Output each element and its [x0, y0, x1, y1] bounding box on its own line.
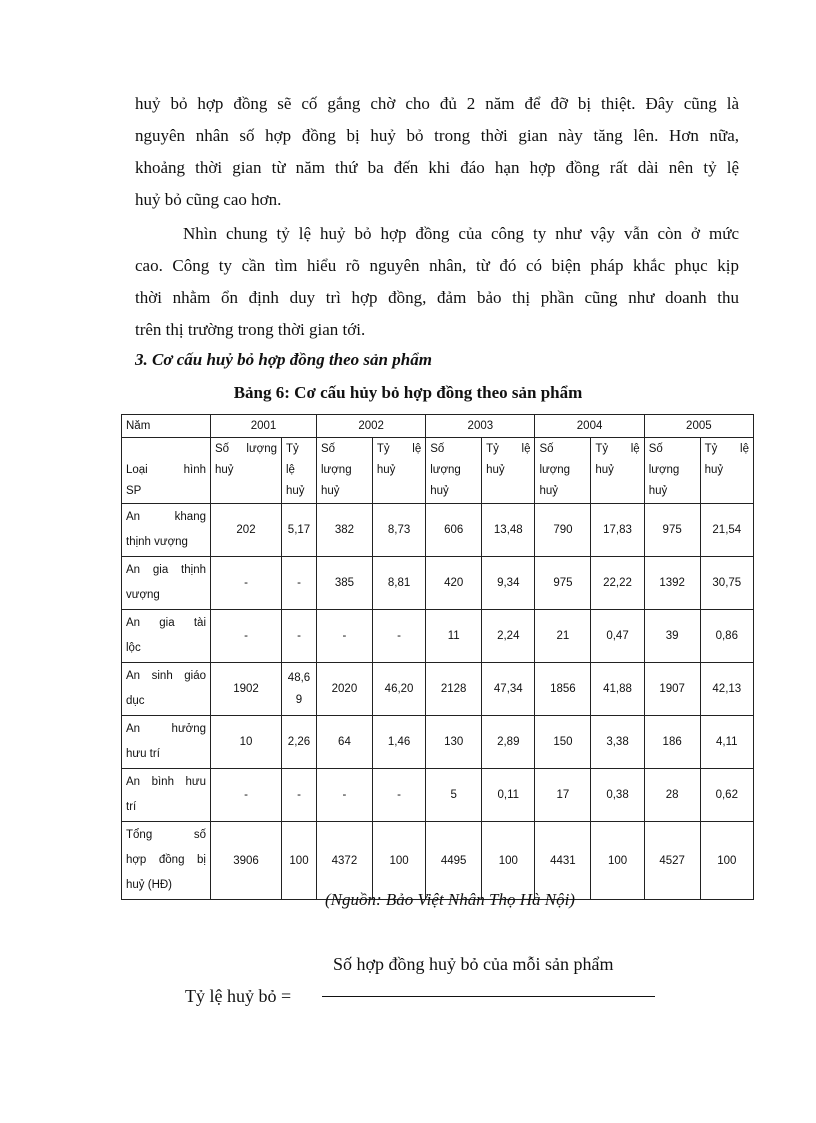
year-header: 2001	[211, 415, 317, 438]
rate-header-line: huỷ	[595, 464, 614, 476]
product-name-line: Tổng số	[126, 829, 206, 841]
count-cell: 385	[317, 557, 373, 610]
count-cell: -	[317, 610, 373, 663]
count-cell: 10	[211, 716, 282, 769]
product-name-line: huỷ (HĐ)	[126, 879, 173, 891]
product-name-line: An khang	[126, 511, 206, 523]
product-name-line: An gia tài	[126, 617, 206, 629]
rate-cell: 3,38	[591, 716, 644, 769]
rate-cell: 0,62	[700, 769, 753, 822]
rate-cell: 100	[700, 822, 753, 900]
rate-header-line: huỷ	[286, 485, 305, 497]
count-cell: 202	[211, 504, 282, 557]
paragraph-line: khoảng thời gian từ năm thứ ba đến khi đáo hạn hợp đồng rất dài nên tỷ lệ	[135, 158, 739, 177]
rate-cell: 100	[482, 822, 535, 900]
rate-cell: 46,20	[372, 663, 425, 716]
paragraph-line: huỷ bỏ cũng cao hơn.	[135, 190, 282, 209]
count-cell: -	[211, 769, 282, 822]
paragraph-2	[135, 218, 739, 346]
product-name-line: An hưởng	[126, 723, 206, 735]
year-header-row	[122, 415, 754, 438]
table-row	[122, 716, 754, 769]
rate-cell: 41,88	[591, 663, 644, 716]
product-name-line: hợp đồng bị	[126, 854, 206, 866]
section-heading: 3. Cơ cấu huỷ bỏ hợp đồng theo sản phẩm	[135, 350, 432, 369]
table-row	[122, 663, 754, 716]
rate-cell: 47,34	[482, 663, 535, 716]
count-cell: 2020	[317, 663, 373, 716]
formula-label: Tỷ lệ huỷ bỏ =	[185, 986, 292, 1006]
rate-cell: 8,81	[372, 557, 425, 610]
sub-header-row	[122, 438, 754, 504]
rate-cell: 8,73	[372, 504, 425, 557]
rate-cell: -	[282, 610, 317, 663]
count-cell: -	[211, 610, 282, 663]
rate-header-line: lệ	[286, 464, 295, 476]
count-header-line: Số	[648, 443, 663, 455]
count-cell: 4431	[535, 822, 591, 900]
product-name-cell	[122, 663, 211, 716]
product-name-line: hưu trí	[126, 748, 160, 760]
paragraph-line: huỷ bỏ hợp đồng sẽ cố gắng chờ cho đủ 2 năm để đỡ bị thiệt. Đây cũng là	[135, 94, 739, 113]
rate-cell: 17,83	[591, 504, 644, 557]
product-name-cell	[122, 557, 211, 610]
product-name-line: An sinh giáo	[126, 670, 206, 682]
paragraph-line: Nhìn chung tỷ lệ huỷ bỏ hợp đồng của công ty như vậy vẫn còn ở mức	[183, 224, 739, 243]
count-cell: 21	[535, 610, 591, 663]
count-header	[426, 438, 482, 504]
count-cell: 186	[644, 716, 700, 769]
count-cell: 28	[644, 769, 700, 822]
formula-fraction-bar	[322, 996, 655, 997]
rate-cell: 0,86	[700, 610, 753, 663]
rate-header	[482, 438, 535, 504]
product-name-line: An gia thịnh	[126, 564, 206, 576]
corner-product-line: SP	[126, 485, 142, 497]
rate-header-line: Tỷ lệ	[376, 443, 422, 455]
rate-header	[282, 438, 317, 504]
count-cell: 1392	[644, 557, 700, 610]
rate-cell: -	[372, 610, 425, 663]
product-name-cell	[122, 769, 211, 822]
count-cell: 5	[426, 769, 482, 822]
paragraph-line: cao. Công ty cần tìm hiểu rõ nguyên nhân, từ đó có biện pháp khắc phục kịp	[135, 256, 739, 275]
count-cell: -	[211, 557, 282, 610]
rate-header-line: huỷ	[704, 464, 724, 476]
rate-cell: 5,17	[282, 504, 317, 557]
product-name-line: trí	[126, 801, 137, 813]
count-header	[535, 438, 591, 504]
rate-header-line: Tỷ lệ	[595, 443, 640, 455]
count-header-line: huỷ	[539, 485, 559, 497]
table-row	[122, 769, 754, 822]
product-name-line: thịnh vượng	[126, 536, 188, 548]
corner-product-label	[122, 438, 211, 504]
rate-cell: -	[282, 557, 317, 610]
rate-header-line: Tỷ lệ	[704, 443, 749, 455]
count-header	[317, 438, 373, 504]
count-header-line: huỷ	[648, 485, 668, 497]
count-cell: 11	[426, 610, 482, 663]
corner-year-label: Năm	[122, 415, 211, 438]
count-cell: 1902	[211, 663, 282, 716]
count-header	[211, 438, 282, 504]
count-cell: 3906	[211, 822, 282, 900]
rate-header-line: Tỷ lệ	[486, 443, 531, 455]
paragraph-line: thời nhằm ổn định duy trì hợp đồng, đảm bảo thị phần cũng như doanh thu	[135, 288, 739, 307]
count-cell: 17	[535, 769, 591, 822]
count-header-line: lượng	[648, 464, 680, 476]
count-header-line: huỷ	[430, 485, 449, 497]
rate-cell: 42,13	[700, 663, 753, 716]
cancellation-table	[121, 414, 754, 900]
product-name-line: vượng	[126, 589, 160, 601]
product-name-line: lộc	[126, 642, 141, 654]
count-header-line: lượng	[430, 464, 461, 476]
rate-header	[591, 438, 644, 504]
year-header: 2004	[535, 415, 644, 438]
rate-cell: 21,54	[700, 504, 753, 557]
count-cell: 606	[426, 504, 482, 557]
year-header: 2005	[644, 415, 753, 438]
rate-cell: 13,48	[482, 504, 535, 557]
rate-cell: 0,11	[482, 769, 535, 822]
count-cell: 975	[644, 504, 700, 557]
count-cell: 150	[535, 716, 591, 769]
paragraph-line: trên thị trường trong thời gian tới.	[135, 320, 366, 339]
rate-cell: 9,34	[482, 557, 535, 610]
corner-product-line: Loại hình	[126, 464, 206, 476]
count-header-line: Số	[321, 443, 336, 455]
count-cell: 64	[317, 716, 373, 769]
year-header: 2002	[317, 415, 426, 438]
count-cell: 790	[535, 504, 591, 557]
rate-cell: 1,46	[372, 716, 425, 769]
rate-header	[372, 438, 425, 504]
count-header-line: Số lượng	[215, 443, 277, 455]
paragraph-line: nguyên nhân số hợp đồng bị huỷ bỏ trong thời gian này tăng lên. Hơn nữa,	[135, 126, 739, 145]
formula-numerator: Số hợp đồng huỷ bỏ của mỗi sản phẩm	[333, 954, 614, 974]
count-cell: 4495	[426, 822, 482, 900]
product-name-cell	[122, 610, 211, 663]
rate-cell: 48,69	[282, 663, 317, 716]
rate-header	[700, 438, 753, 504]
count-cell: 1856	[535, 663, 591, 716]
count-header-line: Số	[539, 443, 554, 455]
paragraph-1	[135, 88, 739, 216]
rate-cell: 4,11	[700, 716, 753, 769]
table-row	[122, 610, 754, 663]
count-cell: 382	[317, 504, 373, 557]
count-header-line: lượng	[321, 464, 352, 476]
table-row	[122, 557, 754, 610]
count-cell: 130	[426, 716, 482, 769]
count-cell: 39	[644, 610, 700, 663]
rate-cell: 0,38	[591, 769, 644, 822]
count-cell: 4372	[317, 822, 373, 900]
count-cell: 975	[535, 557, 591, 610]
count-cell: -	[317, 769, 373, 822]
product-name-cell	[122, 716, 211, 769]
product-name-line: dục	[126, 695, 145, 707]
count-header-line: lượng	[539, 464, 571, 476]
rate-cell: 22,22	[591, 557, 644, 610]
rate-cell: 30,75	[700, 557, 753, 610]
count-header	[644, 438, 700, 504]
rate-cell: -	[282, 769, 317, 822]
rate-cell: 2,24	[482, 610, 535, 663]
count-cell: 420	[426, 557, 482, 610]
rate-cell: 0,47	[591, 610, 644, 663]
product-name-cell	[122, 504, 211, 557]
rate-header-line: huỷ	[486, 464, 505, 476]
count-header-line: huỷ	[321, 485, 340, 497]
count-cell: 1907	[644, 663, 700, 716]
table-row	[122, 504, 754, 557]
table-caption: Bảng 6: Cơ cấu hủy bỏ hợp đồng theo sản phẩm	[233, 383, 583, 402]
table-source: (Nguồn: Bảo Việt Nhân Thọ Hà Nội)	[325, 890, 575, 909]
count-cell: 2128	[426, 663, 482, 716]
count-header-line: Số	[430, 443, 445, 455]
rate-header-line: huỷ	[376, 464, 396, 476]
product-name-cell	[122, 822, 211, 900]
table-row	[122, 822, 754, 900]
rate-cell: 100	[591, 822, 644, 900]
count-header-line: huỷ	[215, 464, 234, 476]
rate-header-line: Tỷ	[286, 443, 299, 455]
rate-cell: 2,26	[282, 716, 317, 769]
rate-cell: 2,89	[482, 716, 535, 769]
product-name-line: An bình hưu	[126, 776, 206, 788]
rate-cell: 100	[282, 822, 317, 900]
rate-cell: -	[372, 769, 425, 822]
year-header: 2003	[426, 415, 535, 438]
count-cell: 4527	[644, 822, 700, 900]
rate-cell: 100	[372, 822, 425, 900]
